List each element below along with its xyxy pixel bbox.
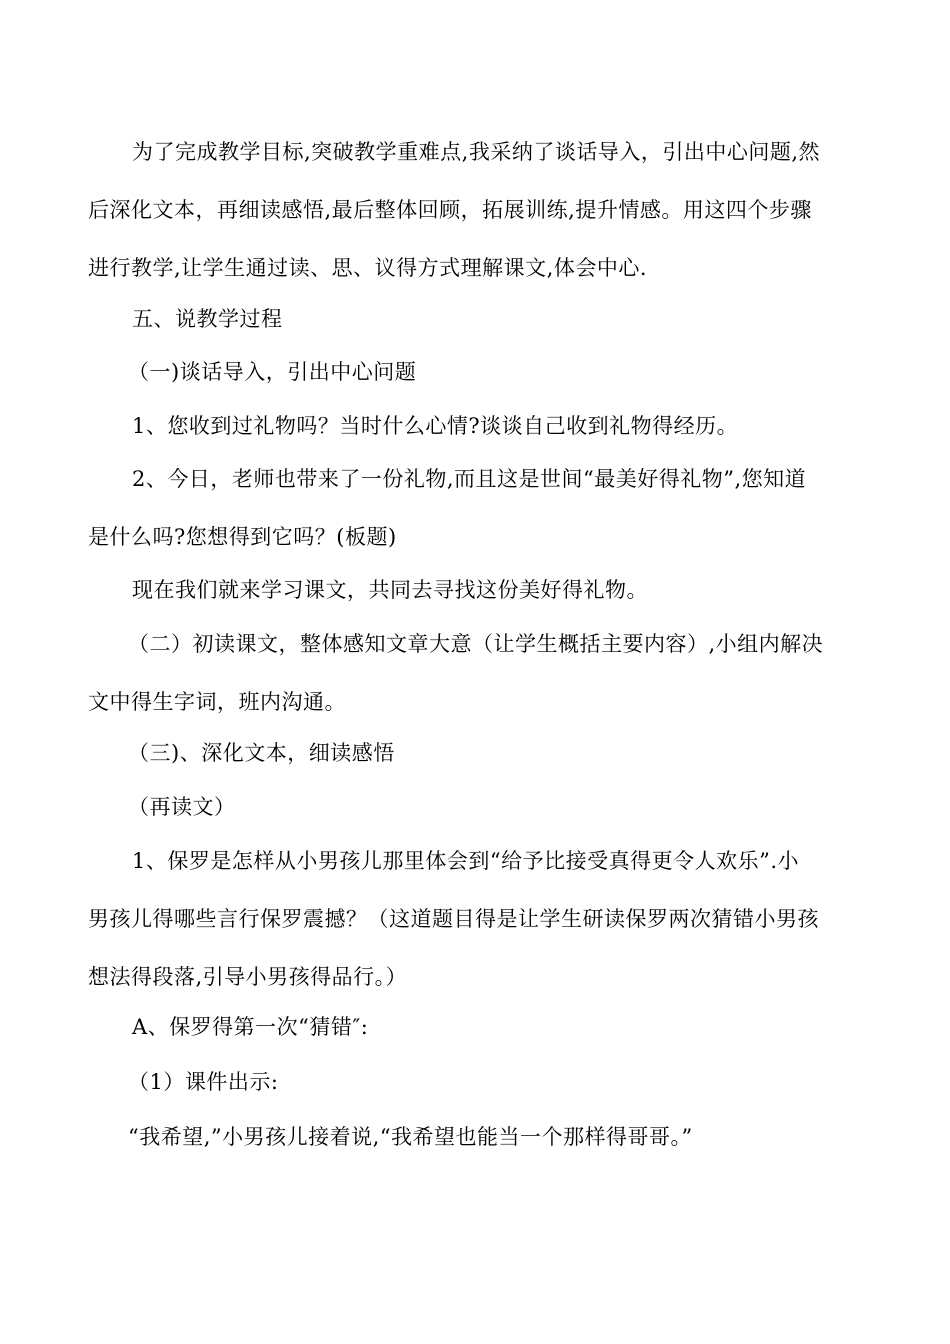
paragraph-quote [88,1108,860,1166]
text-line: （一)谈话导入，引出中心问题 [128,360,417,384]
section-heading-teaching-process [88,290,860,348]
text-line: 后深化文本，再细读感悟,最后整体回顾，拓展训练,提升情感。用这四个步骤 [88,198,812,222]
text-line: A、保罗得第一次“猜错″: [132,1015,369,1039]
text-line: 文中得生字词，班内沟通。 [88,690,346,714]
text-line: 为了完成教学目标,突破教学重难点,我采纳了谈话导入，引出中心问题,然 [132,140,821,164]
text-line: 想法得段落,引导小男孩得品行。） [88,965,408,989]
subheading-reread [88,778,860,836]
paragraph-question-2 [88,450,860,566]
paragraph-paul-question [88,832,860,1006]
paragraph-courseware [88,1053,860,1111]
text-line: 男孩儿得哪些言行保罗震撼？（这道题目得是让学生研读保罗两次猜错小男孩 [88,907,819,931]
text-line: “我希望,”小男孩儿接着说,“我希望也能当一个那样得哥哥。” [128,1125,693,1149]
paragraph-now-learn [88,561,860,619]
paragraph-first-guess [88,998,860,1056]
text-line: （再读文） [128,795,236,819]
paragraph-teaching-method [88,123,860,297]
text-line: 进行教学,让学生通过读、思、议得方式理解课文,体会中心. [88,256,648,280]
text-line: （1）课件出示: [128,1070,279,1094]
text-line: 现在我们就来学习课文，共同去寻找这份美好得礼物。 [132,578,648,602]
text-line: 五、说教学过程 [132,307,283,331]
paragraph-question-1 [88,397,860,455]
text-line: （三)、深化文本，细读感悟 [128,741,395,765]
text-line: 1、保罗是怎样从小男孩儿那里体会到“给予比接受真得更令人欢乐”.小 [132,849,800,873]
text-line: 是什么吗?您想得到它吗？(板题) [88,525,397,549]
subheading-deep-reading [88,724,860,782]
subheading-intro [88,343,860,401]
text-line: 1、您收到过礼物吗？当时什么心情?谈谈自己收到礼物得经历。 [132,414,739,438]
paragraph-first-reading [88,615,860,731]
text-line: 2、今日，老师也带来了一份礼物,而且这是世间“最美好得礼物”,您知道 [132,467,807,491]
text-line: （二）初读课文，整体感知文章大意（让学生概括主要内容）,小组内解决 [128,632,824,656]
